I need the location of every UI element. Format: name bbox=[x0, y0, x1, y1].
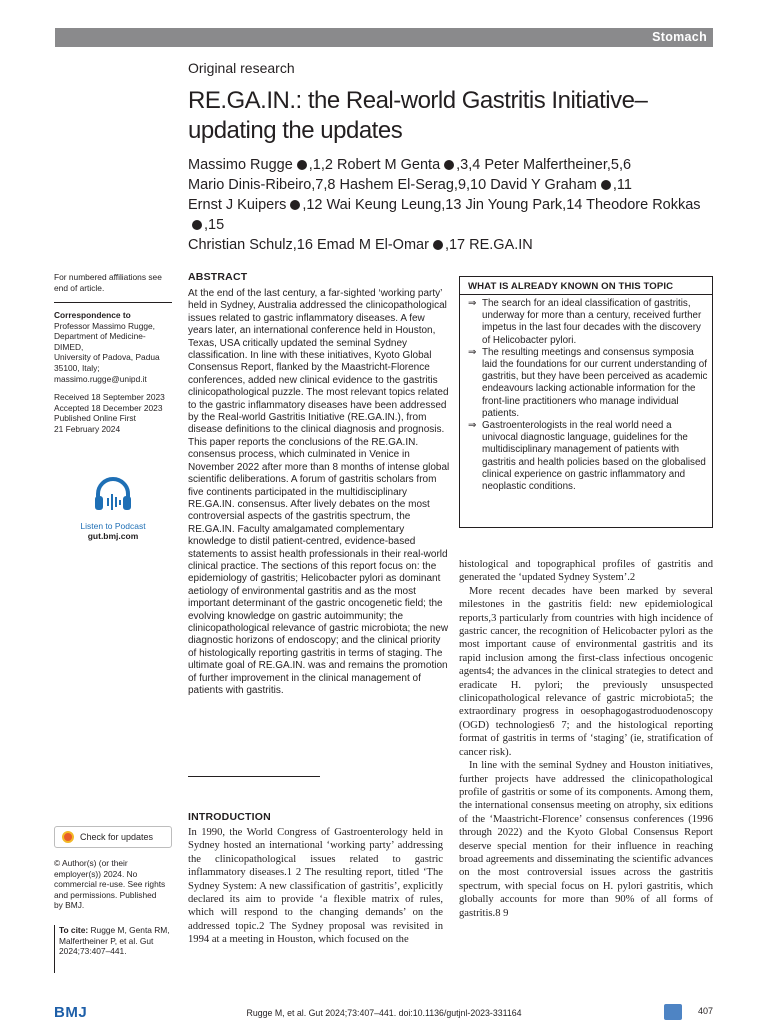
cite-box: To cite: Rugge M, Genta RM, Malfertheiner P, et al. Gut 2024;73:407–441. bbox=[54, 925, 172, 973]
abstract-text: At the end of the last century, a far-sighted ‘working party’ held in Sydney, Australia addressed the clinicopathological issues related to gastric inflammatory diseases. A few years later, an international conference held in Houston, Texas, USA critically updated the seminal Sydney classification. In line with these initiatives, Kyoto Global Consensus Report, flanked by the Maastricht-Florence conferences, added new clinical evidence to the gastritis clinicopathological puzzle. The most relevant topics related to the gastric inflammatory diseases have been addressed by the Real-world Gastritis Initiative (RE.GA.IN.), from disease definitions to the clinical diagnosis and prognosis. This paper reports the conclusions of the RE.GA.IN. consensus process, which culminated in Venice in November 2022 after more than 8 months of intense global scientific deliberations. A forum of gastritis scholars from five continents participated in the multidisciplinary RE.GA.IN. consensus. After lively debates on the most controversial aspects of the gastritis spectrum, the RE.GA.IN. Faculty amalgamated complementary knowledge to distil patient-centred, evidence-based statements to assist health professionals in their real-world clinical practice. The sections of this report focus on: the epidemiology of gastritis; Helicobacter pylori as dominant aetiology of environmental gastritis and as the most important determinant of the gastric oncogenetic field; the evolving knowledge on gastric autoimmunity; the clinicopathological relevance of gastric microbiota; the new diagnostic horizons of endoscopy; and the clinical priority of histologically reporting gastritis in terms of staging. The ultimate goal of RE.GA.IN. was and remains the promotion of further improvement in the clinical management of patients with gastritis. bbox=[188, 288, 450, 696]
author-line: Ernst J Kuipers ,12 Wai Keung Leung,13 Jin Young Park,14 Theodore Rokkas,15 bbox=[188, 197, 701, 233]
known-topic-list bbox=[468, 298, 708, 493]
orcid-icon[interactable] bbox=[601, 180, 611, 190]
known-topic-box bbox=[459, 276, 713, 528]
orcid-icon[interactable] bbox=[444, 160, 454, 170]
body-right-column bbox=[459, 558, 713, 920]
introduction-heading: INTRODUCTION bbox=[188, 811, 271, 823]
license-text: © Author(s) (or their employer(s)) 2024. No commercial re-use. See rights and permissions. Published by BMJ. bbox=[54, 858, 166, 911]
box-divider bbox=[460, 294, 712, 295]
orcid-icon[interactable] bbox=[290, 200, 300, 210]
paragraph: In line with the seminal Sydney and Houston initiatives, further projects have addressed the clinicopathological profile of gastritis or some of its components. Among them, the international consensus meeting on atrophy, six editions of the ‘Maastricht-Florence’ consensus conferences (1996 through 2022) and the Kyoto Global Consensus Report deserve special mention for their influence in reaching broad agreements and disseminating the scientific advances on the most controversial issues across the gastritis spectrum, with special focus on H. pylori gastritis, which globally accounts for more than 90% of all forms of gastritis.8 9 bbox=[459, 760, 713, 919]
list-item: ⇒ Gastroenterologists in the real world need a univocal diagnostic language, guidelines for the multidisciplinary management of patients with gastritis and health policies based on the globalised clinical experience on gastric inflammatory and neoplastic conditions. bbox=[468, 420, 706, 493]
article-dates: Received 18 September 2023 Accepted 18 December 2023 Published Online First 21 February 2024 bbox=[54, 392, 165, 434]
paragraph: histological and topographical profiles of gastritis and generated the ‘updated Sydney System’.2 bbox=[459, 559, 713, 584]
section-header-bar bbox=[55, 28, 713, 47]
page-number: 407 bbox=[698, 1006, 714, 1016]
bsg-logo-icon bbox=[664, 1004, 682, 1020]
sidebar-divider bbox=[54, 302, 172, 303]
arrow-icon: ⇒ bbox=[468, 346, 477, 358]
abstract-divider bbox=[188, 776, 320, 777]
author-line: Christian Schulz,16 Emad M El-Omar ,17 RE.GA.IN bbox=[188, 237, 533, 253]
podcast-site[interactable]: gut.bmj.com bbox=[87, 531, 139, 541]
arrow-icon: ⇒ bbox=[468, 420, 477, 432]
author-line: Mario Dinis-Ribeiro,7,8 Hashem El-Serag,9,10 David Y Graham ,11 bbox=[188, 177, 632, 193]
paragraph: More recent decades have been marked by several milestones in the gastritis field: new epidemiological reports,3 particularly from countries with high incidence of gastric cancer, the recognition of Helicobacter pylori as the most important cause of environmental gastritis and its rapid inclusion among the first-class infectious oncogenic agents4; the advances in the clinical strategies to detect and eradicate H. pylori; the previously unsuspected clinicopathological relevance of gastric microbiota5; the extraordinary progress in oesophagogastroduodenoscopy (OGD) technologies6 7; and the histological reporting format of gastritis in terms of ‘staging’ (ie, stratification of cancer risk). bbox=[459, 585, 713, 758]
abstract-heading: ABSTRACT bbox=[188, 271, 248, 283]
article-title: RE.GA.IN.: the Real-world Gastritis Initiative–updating the updates bbox=[188, 87, 648, 144]
orcid-icon[interactable] bbox=[433, 240, 443, 250]
footer-citation: Rugge M, et al. Gut 2024;73:407–441. doi:10.1136/gutjnl-2023-331164 bbox=[246, 1008, 522, 1018]
known-topic-heading: WHAT IS ALREADY KNOWN ON THIS TOPIC bbox=[468, 281, 674, 292]
orcid-icon[interactable] bbox=[192, 220, 202, 230]
check-updates-label: Check for updates bbox=[80, 832, 154, 842]
correspondence-block: Correspondence to Professor Massimo Rugge, Department of Medicine-DIMED, University of Padova, Padua 35100, Italy; massimo.rugge@unipd.it bbox=[54, 310, 160, 384]
affiliations-note: For numbered affiliations see end of article. bbox=[54, 272, 162, 293]
author-list bbox=[188, 155, 708, 255]
list-item: ⇒ The search for an ideal classification of gastritis, underway for more than a century, received further impetus in the last four decades with the discovery of Helicobacter pylori. bbox=[468, 298, 702, 346]
podcast-label[interactable]: Listen to Podcast bbox=[80, 521, 146, 531]
crossmark-icon bbox=[62, 831, 74, 843]
list-item: ⇒ The resulting meetings and consensus symposia laid the foundations for our current understanding of gastritis, but they have been perceived as academic endeavours lacking actionable information for the front-line practitioners who manage individual patients. bbox=[468, 346, 708, 419]
section-label: Stomach bbox=[652, 30, 707, 44]
arrow-icon: ⇒ bbox=[468, 298, 477, 309]
bmj-logo: BMJ bbox=[54, 1004, 88, 1021]
author-line: Massimo Rugge ,1,2 Robert M Genta ,3,4 Peter Malfertheiner,5,6 bbox=[188, 157, 632, 173]
cite-label: To cite: bbox=[59, 925, 89, 935]
introduction-text: In 1990, the World Congress of Gastroenterology held in Sydney hosted an international ‘working party’ addressing the clinicopathological issues related to gastric inflammatory diseases.1 2 The resulting report, titled ‘The Sydney System: A new classification of gastritis’, explicitly declared its aim to provide ‘a flexible matrix of rules, which will respond to the changing demands’ on the addressed topic.2 The Sydney proposal was revisited in 1994 at a meeting in Houston, which focused on the bbox=[188, 827, 443, 946]
podcast-link[interactable] bbox=[54, 476, 172, 541]
article-type: Original research bbox=[188, 60, 295, 76]
orcid-icon[interactable] bbox=[297, 160, 307, 170]
correspondence-heading: Correspondence to bbox=[54, 310, 131, 320]
check-updates-button[interactable] bbox=[54, 826, 172, 848]
headphones-icon bbox=[93, 476, 133, 514]
correspondence-email[interactable]: massimo.rugge@unipd.it bbox=[54, 373, 147, 384]
